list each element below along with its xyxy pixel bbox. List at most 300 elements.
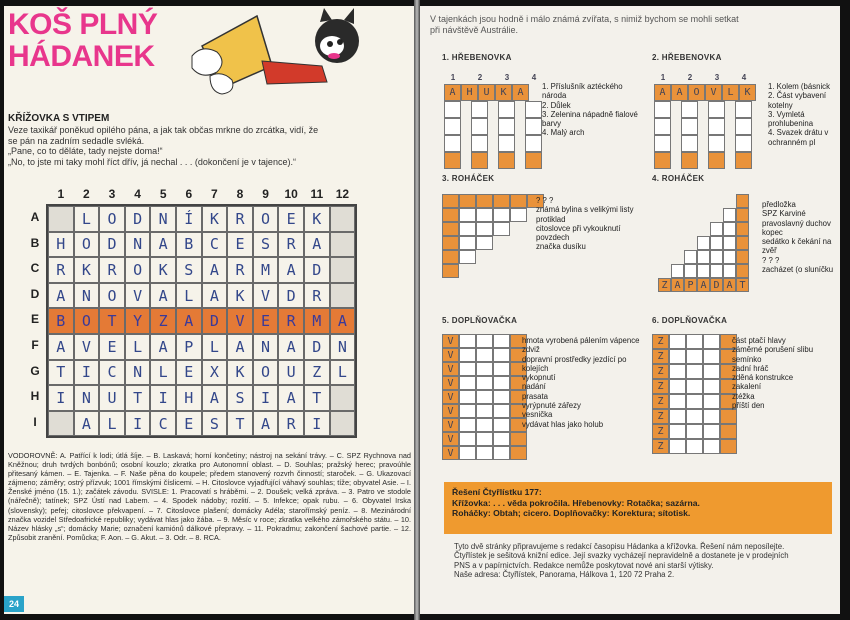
fill-cell[interactable] (459, 348, 476, 362)
grid-cell[interactable]: A (330, 308, 356, 334)
grid-cell[interactable]: I (48, 385, 74, 411)
fill-cell[interactable] (476, 432, 493, 446)
grid-cell[interactable]: T (48, 360, 74, 386)
grid-cell[interactable]: A (150, 232, 176, 258)
grid-cell[interactable] (48, 206, 74, 232)
stair-cell[interactable] (736, 222, 749, 236)
fill-letter-cell[interactable]: Z (652, 349, 669, 364)
grid-cell[interactable]: A (48, 334, 74, 360)
triangle-cell[interactable] (442, 222, 459, 236)
fill-letter-cell[interactable]: V (442, 446, 459, 460)
grid-cell[interactable]: L (99, 411, 125, 437)
grid-cell[interactable]: I (304, 411, 330, 437)
stair-cell[interactable]: A (697, 278, 710, 292)
grid-cell[interactable]: C (150, 411, 176, 437)
triangle-cell[interactable] (442, 236, 459, 250)
fill-cell[interactable] (476, 404, 493, 418)
comb-top-cell[interactable]: K (495, 84, 512, 101)
fill-cell[interactable] (493, 446, 510, 460)
stair-cell[interactable] (723, 208, 736, 222)
comb-cell[interactable] (681, 135, 698, 152)
comb-cell[interactable] (444, 101, 461, 118)
grid-cell[interactable]: S (202, 411, 228, 437)
grid-cell[interactable]: M (253, 257, 279, 283)
fill-end-cell[interactable] (510, 432, 527, 446)
stair-cell[interactable]: D (710, 278, 723, 292)
comb-cell[interactable] (708, 101, 725, 118)
grid-cell[interactable]: A (278, 257, 304, 283)
row-letter: I (33, 414, 37, 429)
fill-letter-cell[interactable]: Z (652, 424, 669, 439)
fill-cell[interactable] (493, 348, 510, 362)
grid-cell[interactable]: D (304, 334, 330, 360)
triangle-cell[interactable] (476, 236, 493, 250)
stair-cell[interactable] (671, 264, 684, 278)
comb-cell[interactable] (681, 118, 698, 135)
stair-cell[interactable] (684, 250, 697, 264)
grid-cell[interactable]: E (227, 232, 253, 258)
fill-cell[interactable] (459, 418, 476, 432)
fill-cell[interactable] (669, 424, 686, 439)
row-letter: B (30, 235, 40, 250)
comb-cell[interactable] (735, 101, 752, 118)
triangle-cell[interactable] (493, 194, 510, 208)
fill-letter-cell[interactable]: V (442, 404, 459, 418)
crossword-grid[interactable] (46, 204, 357, 438)
grid-cell[interactable]: O (253, 360, 279, 386)
grid-cell[interactable]: A (202, 385, 228, 411)
grid-cell[interactable]: B (48, 308, 74, 334)
triangle-cell[interactable] (442, 264, 459, 278)
triangle-cell[interactable] (493, 208, 510, 222)
fill-cell[interactable] (459, 404, 476, 418)
grid-cell[interactable]: L (125, 334, 151, 360)
stair-cell[interactable] (723, 250, 736, 264)
grid-cell[interactable]: A (278, 385, 304, 411)
fill-cell[interactable] (493, 404, 510, 418)
hrebenovka-2-clues (768, 82, 840, 147)
note-line: Naše adresa: Čtyřlístek, Panorama, Hálkova 1, 120 72 Praha 2. (454, 569, 675, 579)
fill-cell[interactable] (703, 424, 720, 439)
fill-end-cell[interactable] (720, 409, 737, 424)
comb-top-cell[interactable]: L (722, 84, 739, 101)
fill-cell[interactable] (703, 439, 720, 454)
stair-cell[interactable] (710, 222, 723, 236)
grid-cell[interactable]: A (278, 334, 304, 360)
fill-cell[interactable] (703, 364, 720, 379)
fill-cell[interactable] (703, 409, 720, 424)
stair-cell[interactable] (697, 236, 710, 250)
fill-letter-cell[interactable]: V (442, 362, 459, 376)
fill-cell[interactable] (493, 432, 510, 446)
grid-cell[interactable]: T (99, 308, 125, 334)
grid-cell[interactable]: T (227, 411, 253, 437)
grid-cell[interactable]: D (304, 257, 330, 283)
row-letter: H (30, 389, 40, 404)
grid-cell[interactable]: I (74, 360, 100, 386)
grid-cell[interactable]: N (125, 232, 151, 258)
comb-cell[interactable] (708, 118, 725, 135)
column-number: 10 (284, 187, 298, 201)
grid-cell[interactable]: V (125, 283, 151, 309)
stair-cell[interactable] (697, 264, 710, 278)
triangle-cell[interactable] (476, 208, 493, 222)
grid-cell[interactable]: A (150, 283, 176, 309)
grid-cell[interactable]: U (99, 385, 125, 411)
triangle-cell[interactable] (510, 208, 527, 222)
triangle-cell[interactable] (442, 194, 459, 208)
grid-cell[interactable]: O (74, 308, 100, 334)
grid-cell[interactable]: I (253, 385, 279, 411)
grid-cell[interactable]: R (278, 308, 304, 334)
fill-cell[interactable] (703, 379, 720, 394)
triangle-cell[interactable] (493, 222, 510, 236)
grid-cell[interactable]: P (176, 334, 202, 360)
comb-top-cell[interactable]: A (671, 84, 688, 101)
fill-end-cell[interactable] (720, 424, 737, 439)
grid-cell[interactable]: H (48, 232, 74, 258)
grid-cell[interactable]: K (150, 257, 176, 283)
grid-cell[interactable]: N (150, 206, 176, 232)
stair-cell[interactable] (736, 250, 749, 264)
fill-cell[interactable] (459, 432, 476, 446)
grid-cell[interactable]: R (227, 206, 253, 232)
grid-cell[interactable]: S (253, 232, 279, 258)
grid-cell[interactable]: D (99, 232, 125, 258)
comb-cell[interactable] (735, 135, 752, 152)
grid-cell[interactable]: K (202, 206, 228, 232)
fill-cell[interactable] (476, 362, 493, 376)
fill-cell[interactable] (493, 334, 510, 348)
grid-cell[interactable]: E (176, 360, 202, 386)
grid-cell[interactable]: R (278, 411, 304, 437)
clue-line: záměrné porušení slibu (732, 345, 814, 355)
comb-cell[interactable] (654, 135, 671, 152)
grid-cell[interactable]: D (278, 283, 304, 309)
grid-cell[interactable]: A (176, 308, 202, 334)
fill-cell[interactable] (686, 334, 703, 349)
grid-cell[interactable]: E (99, 334, 125, 360)
grid-cell[interactable]: M (304, 308, 330, 334)
fill-letter-cell[interactable]: Z (652, 334, 669, 349)
fill-cell[interactable] (686, 439, 703, 454)
comb-number: 2 (477, 72, 483, 82)
stair-cell[interactable]: P (684, 278, 697, 292)
comb-cell[interactable] (654, 118, 671, 135)
grid-cell[interactable]: N (253, 334, 279, 360)
fill-cell[interactable] (669, 394, 686, 409)
comb-top-cell[interactable]: K (739, 84, 756, 101)
grid-cell[interactable]: C (202, 232, 228, 258)
stair-cell[interactable] (736, 264, 749, 278)
grid-cell[interactable]: U (278, 360, 304, 386)
grid-cell[interactable]: D (125, 206, 151, 232)
clue-line: 1. Kolem (básnick (768, 82, 830, 91)
grid-cell[interactable]: Í (176, 206, 202, 232)
grid-cell[interactable]: N (74, 385, 100, 411)
clue-line: zděná konstrukce (732, 373, 794, 383)
fill-cell[interactable] (476, 418, 493, 432)
grid-cell[interactable]: R (304, 283, 330, 309)
comb-top-cell[interactable]: V (705, 84, 722, 101)
fill-cell[interactable] (669, 439, 686, 454)
crossword-subtitle: KŘÍŽOVKA S VTIPEM (8, 113, 110, 124)
comb-cell[interactable] (525, 135, 542, 152)
comb-cell[interactable] (681, 152, 698, 169)
joke-line: „No, to jste mi taky mohl říct dřív, já nechal . . . (dokončení je v tajence).“ (8, 156, 296, 167)
row-letter: C (30, 261, 40, 276)
fill-cell[interactable] (686, 379, 703, 394)
grid-cell[interactable]: S (176, 257, 202, 283)
fill-cell[interactable] (686, 409, 703, 424)
comb-cell[interactable] (471, 101, 488, 118)
comb-cell[interactable] (525, 101, 542, 118)
fill-cell[interactable] (493, 376, 510, 390)
grid-cell[interactable]: R (48, 257, 74, 283)
fill-cell[interactable] (669, 334, 686, 349)
fill-end-cell[interactable] (720, 439, 737, 454)
comb-cell[interactable] (498, 135, 515, 152)
comb-top-cell[interactable]: H (461, 84, 478, 101)
stair-cell[interactable] (723, 236, 736, 250)
comb-cell[interactable] (471, 118, 488, 135)
fill-cell[interactable] (493, 418, 510, 432)
grid-cell[interactable]: A (150, 334, 176, 360)
grid-cell[interactable]: O (253, 206, 279, 232)
grid-cell[interactable]: X (202, 360, 228, 386)
comb-cell[interactable] (471, 135, 488, 152)
fill-letter-cell[interactable]: Z (652, 364, 669, 379)
stair-cell[interactable]: T (736, 278, 749, 292)
comb-cell[interactable] (471, 152, 488, 169)
stair-cell[interactable] (736, 208, 749, 222)
grid-cell[interactable]: I (150, 385, 176, 411)
grid-cell[interactable]: L (74, 206, 100, 232)
stair-cell[interactable] (710, 264, 723, 278)
grid-cell[interactable]: K (227, 283, 253, 309)
grid-cell[interactable]: E (176, 411, 202, 437)
fill-cell[interactable] (476, 334, 493, 348)
fill-cell[interactable] (459, 334, 476, 348)
fill-cell[interactable] (686, 394, 703, 409)
stair-cell[interactable] (697, 250, 710, 264)
grid-cell[interactable] (330, 411, 356, 437)
grid-cell[interactable]: N (125, 360, 151, 386)
stair-cell[interactable]: Z (658, 278, 671, 292)
comb-cell[interactable] (735, 118, 752, 135)
grid-cell[interactable]: A (202, 283, 228, 309)
fill-cell[interactable] (459, 376, 476, 390)
stair-cell[interactable] (710, 250, 723, 264)
fill-cell[interactable] (493, 390, 510, 404)
fill-letter-cell[interactable]: V (442, 432, 459, 446)
comb-top-cell[interactable]: U (478, 84, 495, 101)
grid-cell[interactable] (330, 232, 356, 258)
triangle-cell[interactable] (459, 236, 476, 250)
triangle-cell[interactable] (459, 194, 476, 208)
grid-cell[interactable]: A (202, 257, 228, 283)
comb-cell[interactable] (654, 101, 671, 118)
stair-cell[interactable] (723, 264, 736, 278)
grid-cell[interactable]: V (227, 308, 253, 334)
fill-cell[interactable] (493, 362, 510, 376)
grid-cell[interactable]: D (202, 308, 228, 334)
grid-cell[interactable]: L (176, 283, 202, 309)
grid-cell[interactable]: K (227, 360, 253, 386)
triangle-cell[interactable] (510, 194, 527, 208)
comb-cell[interactable] (444, 152, 461, 169)
comb-number: 2 (687, 72, 693, 82)
grid-cell[interactable]: R (278, 232, 304, 258)
grid-cell[interactable]: A (304, 232, 330, 258)
grid-cell[interactable]: T (304, 385, 330, 411)
fill-cell[interactable] (459, 446, 476, 460)
comb-cell[interactable] (444, 118, 461, 135)
stair-cell[interactable] (736, 236, 749, 250)
fill-cell[interactable] (669, 364, 686, 379)
grid-cell[interactable]: E (253, 308, 279, 334)
solution-heading: Řešení Čtyřlístku 177: (452, 487, 542, 497)
solution-line: Křížovka: . . . věda pokročila. Hřebenovky: Rotačka; sazárna. (452, 497, 700, 508)
comb-cell[interactable] (498, 152, 515, 169)
grid-cell[interactable] (330, 385, 356, 411)
fill-cell[interactable] (476, 348, 493, 362)
fill-letter-cell[interactable]: V (442, 418, 459, 432)
fill-cell[interactable] (476, 446, 493, 460)
comb-top-cell[interactable]: A (444, 84, 461, 101)
grid-cell[interactable]: R (227, 257, 253, 283)
joke-line: se pán na zadním sedadle svléká. (8, 135, 145, 146)
column-number: 7 (211, 187, 218, 201)
fill-letter-cell[interactable]: Z (652, 394, 669, 409)
stair-cell[interactable] (710, 236, 723, 250)
fill-letter-cell[interactable]: V (442, 390, 459, 404)
fill-cell[interactable] (686, 364, 703, 379)
hrebenovka-1-clues (542, 82, 644, 138)
grid-cell[interactable]: O (99, 206, 125, 232)
grid-cell[interactable]: K (74, 257, 100, 283)
grid-cell[interactable] (330, 257, 356, 283)
clue-line: 2. Důlek (542, 100, 571, 110)
triangle-cell[interactable] (459, 208, 476, 222)
grid-cell[interactable]: N (74, 283, 100, 309)
triangle-cell[interactable] (459, 250, 476, 264)
comb-number: 1 (450, 72, 456, 82)
grid-cell[interactable]: I (125, 411, 151, 437)
comb-cell[interactable] (708, 135, 725, 152)
clue-line: pravoslavný duchov (762, 218, 831, 228)
fill-letter-cell[interactable]: Z (652, 409, 669, 424)
triangle-cell[interactable] (442, 208, 459, 222)
grid-cell[interactable]: S (227, 385, 253, 411)
grid-cell[interactable]: O (99, 283, 125, 309)
comb-cell[interactable] (525, 118, 542, 135)
grid-cell[interactable]: A (74, 411, 100, 437)
grid-cell[interactable]: T (125, 385, 151, 411)
fill-cell[interactable] (703, 349, 720, 364)
comb-number: 4 (531, 72, 537, 82)
grid-cell[interactable]: L (150, 360, 176, 386)
grid-cell[interactable]: R (99, 257, 125, 283)
fill-cell[interactable] (703, 394, 720, 409)
row-letter: A (30, 210, 40, 224)
fill-cell[interactable] (669, 409, 686, 424)
grid-cell[interactable]: O (74, 232, 100, 258)
grid-cell[interactable]: K (304, 206, 330, 232)
fill-letter-cell[interactable]: V (442, 376, 459, 390)
comb-top-cell[interactable]: O (688, 84, 705, 101)
fill-letter-cell[interactable]: V (442, 334, 459, 348)
joke-line: „Pane, co to děláte, tady nejste doma!“ (8, 146, 163, 156)
fill-cell[interactable] (686, 349, 703, 364)
grid-cell[interactable] (48, 411, 74, 437)
comb-top-cell[interactable]: A (512, 84, 529, 101)
grid-cell[interactable]: V (253, 283, 279, 309)
triangle-cell[interactable] (459, 222, 476, 236)
grid-cell[interactable]: L (202, 334, 228, 360)
grid-cell[interactable]: A (227, 334, 253, 360)
doplnovacka-5-clues (522, 336, 640, 429)
stair-cell[interactable]: A (723, 278, 736, 292)
grid-cell[interactable]: C (99, 360, 125, 386)
grid-cell[interactable]: Z (150, 308, 176, 334)
fill-cell[interactable] (669, 379, 686, 394)
fill-cell[interactable] (686, 424, 703, 439)
fill-letter-cell[interactable]: V (442, 348, 459, 362)
fill-cell[interactable] (459, 390, 476, 404)
triangle-cell[interactable] (476, 222, 493, 236)
grid-cell[interactable]: Y (125, 308, 151, 334)
grid-cell[interactable]: E (278, 206, 304, 232)
fill-letter-cell[interactable]: Z (652, 379, 669, 394)
stair-cell[interactable] (723, 222, 736, 236)
stair-cell[interactable]: A (671, 278, 684, 292)
grid-cell[interactable]: V (74, 334, 100, 360)
fill-letter-cell[interactable]: Z (652, 439, 669, 454)
comb-cell[interactable] (498, 101, 515, 118)
comb-cell[interactable] (708, 152, 725, 169)
grid-cell[interactable] (330, 283, 356, 309)
grid-cell[interactable]: O (125, 257, 151, 283)
comb-cell[interactable] (735, 152, 752, 169)
comb-top-cell[interactable]: A (654, 84, 671, 101)
note-line: PNS a v papírnictvích. Redakce nemůže poskytovat nové ani starší výtisky. (454, 560, 714, 570)
grid-cell[interactable]: Z (304, 360, 330, 386)
grid-cell[interactable]: H (176, 385, 202, 411)
grid-cell[interactable]: A (48, 283, 74, 309)
stair-cell[interactable] (736, 194, 749, 208)
fill-cell[interactable] (703, 334, 720, 349)
stair-cell[interactable] (684, 264, 697, 278)
grid-cell[interactable]: A (253, 411, 279, 437)
grid-cell[interactable]: L (330, 360, 356, 386)
comb-cell[interactable] (444, 135, 461, 152)
triangle-cell[interactable] (442, 250, 459, 264)
triangle-cell[interactable] (476, 194, 493, 208)
fill-cell[interactable] (669, 349, 686, 364)
grid-cell[interactable]: B (176, 232, 202, 258)
fill-cell[interactable] (476, 390, 493, 404)
comb-cell[interactable] (498, 118, 515, 135)
grid-cell[interactable]: N (330, 334, 356, 360)
comb-cell[interactable] (654, 152, 671, 169)
fill-cell[interactable] (459, 362, 476, 376)
comb-cell[interactable] (681, 101, 698, 118)
grid-cell[interactable] (330, 206, 356, 232)
comb-cell[interactable] (525, 152, 542, 169)
fill-cell[interactable] (476, 376, 493, 390)
fill-end-cell[interactable] (510, 446, 527, 460)
